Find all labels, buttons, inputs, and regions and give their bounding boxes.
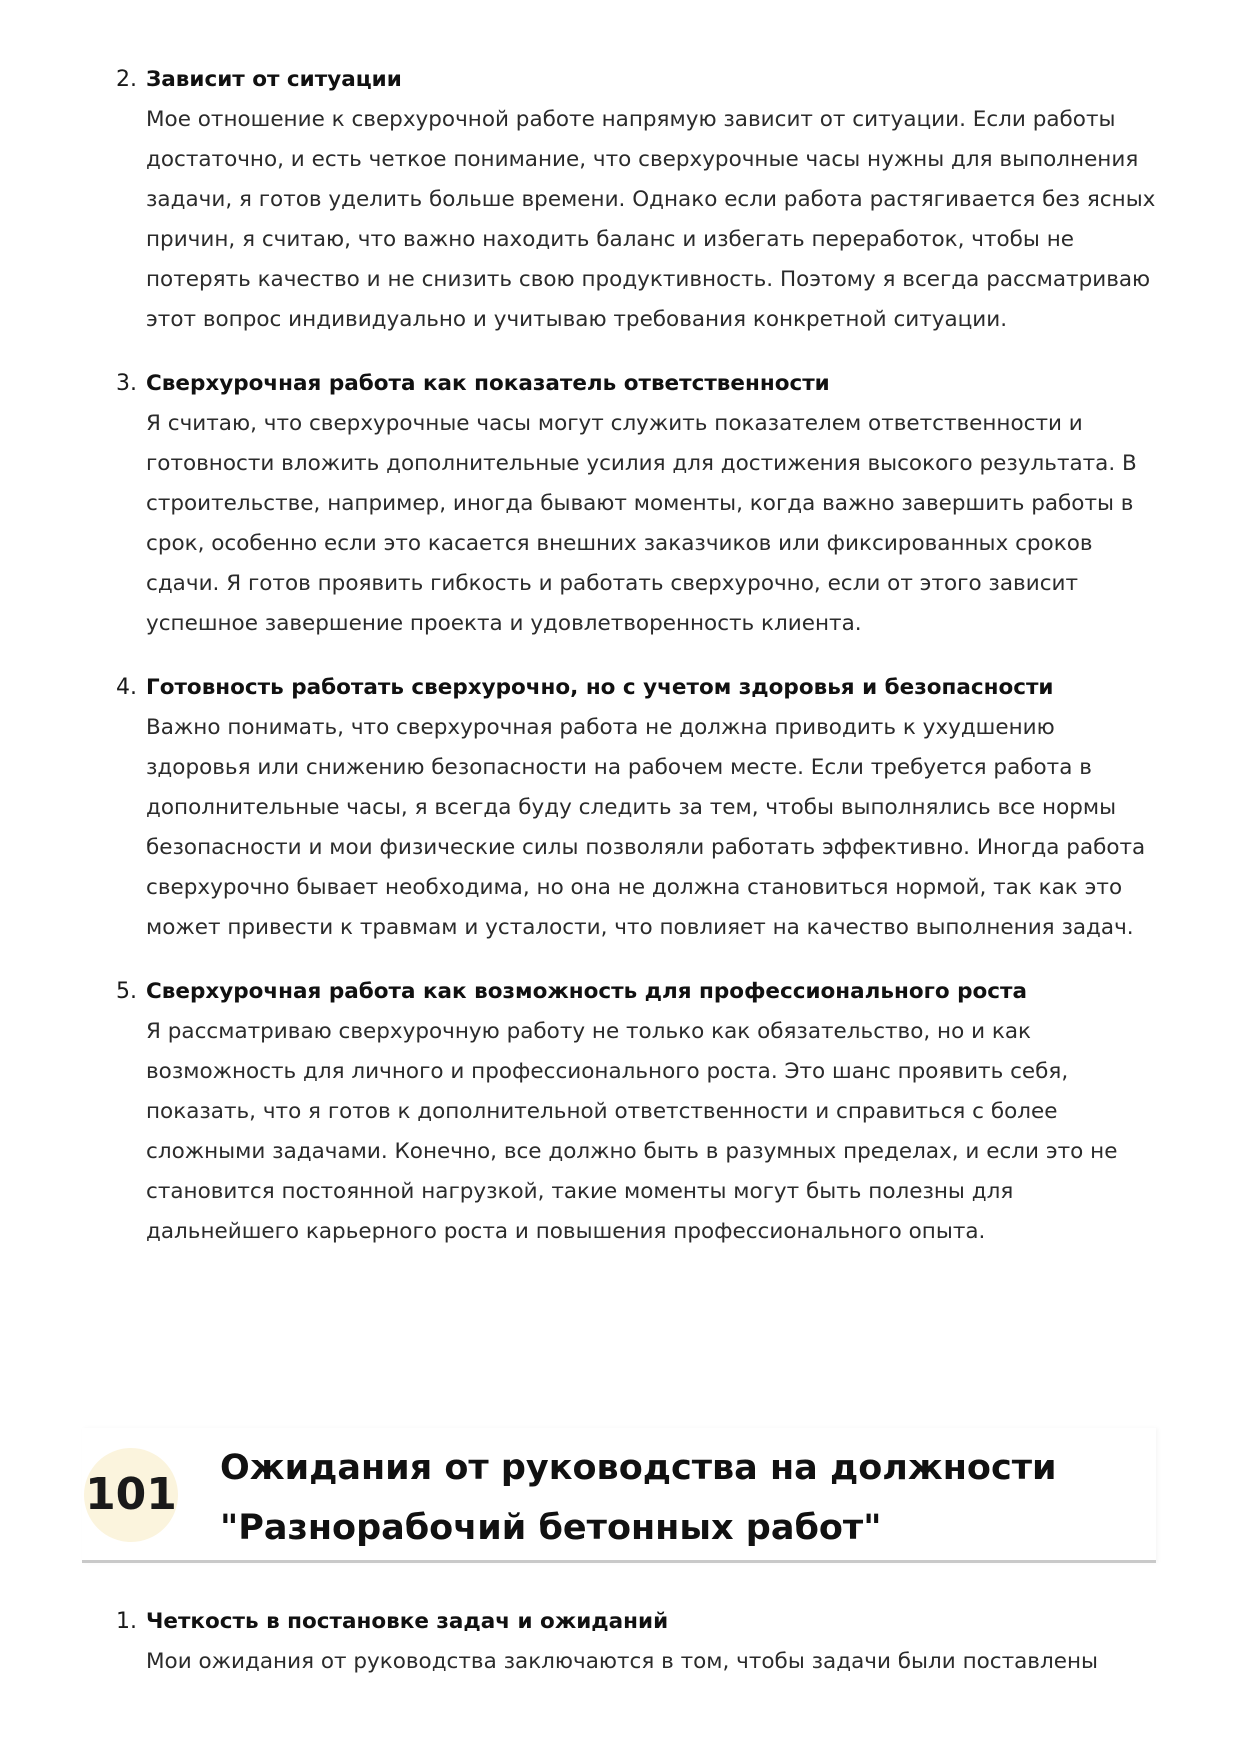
item-number: 2. [116,67,137,92]
list-item [116,364,1166,644]
item-title: Сверхурочная работа как показатель ответственности [146,371,830,396]
item-body: Мои ожидания от руководства заключаются в том, чтобы задачи были поставлены [146,1649,1098,1674]
item-title: Готовность работать сверхурочно, но с учетом здоровья и безопасности [146,675,1054,700]
item-title: Зависит от ситуации [146,67,402,92]
list-item [116,1602,1166,1682]
section-title-line-2: "Разнорабочий бетонных работ" [220,1508,882,1548]
list-item [116,60,1166,340]
list-item [116,668,1166,948]
section-title [220,1438,1120,1558]
list-item [116,972,1166,1252]
section-title-line-1: Ожидания от руководства на должности [220,1448,1057,1488]
answer-list [116,1602,1166,1706]
item-number: 5. [116,979,137,1004]
item-number: 3. [116,371,137,396]
item-title: Четкость в постановке задач и ожиданий [146,1609,669,1634]
item-number: 4. [116,675,137,700]
item-body: Я считаю, что сверхурочные часы могут служить показателем ответственности и готовности вложить дополнительные усилия для достижения высокого результата. В строительстве, например, иногда бывают моменты, когда важно завершить работы в срок, особенно если это касается внешних заказчиков или фиксированных сроков сдачи. Я готов проявить гибкость и работать сверхурочно, если от этого зависит успешное завершение проекта и удовлетворенность клиента. [146,411,1137,636]
section-number-badge: 101 [84,1448,178,1542]
item-body: Я рассматриваю сверхурочную работу не только как обязательство, но и как возможность для личного и профессионального роста. Это шанс проявить себя, показать, что я готов к дополнительной ответственности и справиться с более сложными задачами. Конечно, все должно быть в разумных пределах, и если это не становится постоянной нагрузкой, такие моменты могут быть полезны для дальнейшего карьерного роста и повышения профессионального опыта. [146,1019,1118,1244]
item-body: Мое отношение к сверхурочной работе напрямую зависит от ситуации. Если работы достаточно, и есть четкое понимание, что сверхурочные часы нужны для выполнения задачи, я готов уделить больше времени. Однако если работа растягивается без ясных причин, я считаю, что важно находить баланс и избегать переработок, чтобы не потерять качество и не снизить свою продуктивность. Поэтому я всегда рассматриваю этот вопрос индивидуально и учитываю требования конкретной ситуации. [146,107,1156,332]
item-title: Сверхурочная работа как возможность для профессионального роста [146,979,1027,1004]
section-header [82,1428,1156,1564]
answer-list [116,60,1166,1276]
item-body: Важно понимать, что сверхурочная работа не должна приводить к ухудшению здоровья или снижению безопасности на рабочем месте. Если требуется работа в дополнительные часы, я всегда буду следить за тем, чтобы выполнялись все нормы безопасности и мои физические силы позволяли работать эффективно. Иногда работа сверхурочно бывает необходима, но она не должна становиться нормой, так как это может привести к травмам и усталости, что повлияет на качество выполнения задач. [146,715,1146,940]
item-number: 1. [116,1609,137,1634]
